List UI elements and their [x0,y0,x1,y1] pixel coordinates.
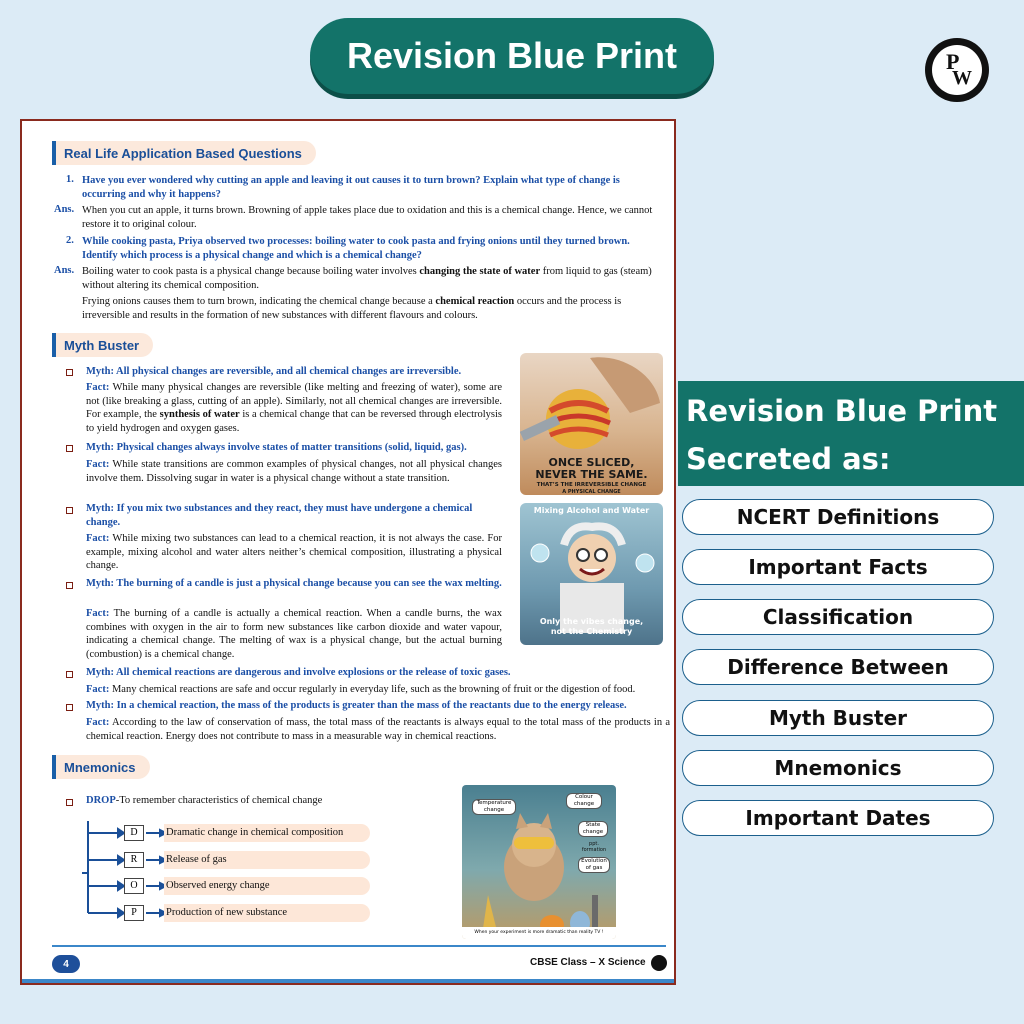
scientist-caption-top: Mixing Alcohol and Water [533,506,650,515]
scientist-cat-image [462,785,616,939]
fact1-label: Fact: [86,382,110,393]
scientist-caption-2: not the Chemistry [550,627,633,636]
apple-caption-4: A PHYSICAL CHANGE [562,489,621,495]
ans2-post: from liquid to gas (steam) without altering its chemical composition. [82,266,652,291]
fact2-body: While state transitions are common examples of physical changes, not all physical changes involve them. Dissolving sugar in water is a physical change without a state transition. [86,459,503,484]
mnemonic-text-r: Release of gas [164,851,370,869]
myth1-bullet-icon [66,369,73,376]
sliced-apple-image [520,353,663,495]
fact5-body: Many chemical reactions are safe and occur regularly in everyday life, such as the browning of fruit or the digestion of food. [111,684,636,695]
ans1-text: When you cut an apple, it turns brown. Browning of apple takes place due to oxidation and this is a chemical change. Hence, we cannot restore it to original colour. [82,205,653,230]
q1-number: 1. [66,174,74,185]
q2-text: While cooking pasta, Priya observed two processes: boiling water to cook pasta and frying onions until they turned brown. Identify which process is a physical change and which is a chemical change? [82,236,630,261]
fact4-body: The burning of a candle is actually a chemical reaction. When a candle burns, the wax combines with oxygen in the air to form new substances like carbon dioxide and water vapour, indicating a chemical change. The melting of wax is a physical change, but the actual burning (combustion) is a chemical change. [86,608,502,660]
pill-ncert-definitions: NCERT Definitions [682,499,994,535]
fact5-text [86,683,670,697]
mnemonic-letter-p: P [124,905,144,921]
fact3-body: While mixing two substances can lead to a chemical reaction, it is not always the case. For example, mixing alcohol and water alters neither’s chemical composition, illustrating a physical change. [86,533,502,571]
pill-classification: Classification [682,599,994,635]
myth4-bullet-icon [66,582,73,589]
footer-pw-logo [651,955,667,971]
apple-caption-1: ONCE SLICED, [548,456,635,469]
fact2-label: Fact: [86,459,110,470]
pw-logo-w: W [952,67,972,89]
myth-buster-heading: Myth Buster [52,333,153,357]
myth5-text: Myth: All chemical reactions are dangerous and involve explosions or the release of toxic gases. [86,667,511,678]
mnemonic-text-p: Production of new substance [164,904,370,922]
mnemonic-letter-o: O [124,878,144,894]
pw-logo-mark [932,45,982,95]
drop-text [86,794,446,808]
myth3-bullet-icon [66,507,73,514]
ans2-bold: changing the state of water [419,266,541,277]
ans1-label: Ans. [54,204,75,215]
rla-heading: Real Life Application Based Questions [52,141,316,165]
fact6-label: Fact: [86,717,110,728]
ans2-pre: Boiling water to cook pasta is a physical change because boiling water involves [82,266,420,277]
pill-mnemonics: Mnemonics [682,750,994,786]
cat-label-state: State change [578,821,608,837]
fact1-bold: synthesis of water [159,409,240,420]
myth3-text: Myth: If you mix two substances and they react, they must have undergone a chemical change. [86,503,473,528]
panel-line-2: Secreted as: [686,442,891,476]
secreted-as-panel [678,381,1024,486]
apple-caption-2: NEVER THE SAME. [535,468,648,481]
fact1-post: is a chemical change that can be reversed through electrolysis to yield hydrogen and oxygen gases. [86,409,502,434]
fact6-text [86,716,670,743]
pill-myth-buster: Myth Buster [682,700,994,736]
footer-bar [22,979,676,985]
mnemonic-text-d: Dramatic change in chemical composition [164,824,370,842]
footer-divider [52,945,666,947]
fact6-body: According to the law of conservation of mass, the total mass of the reactants is always equal to the total mass of the products in a chemical reaction. Energy does not contribute to mass in a measurable way in chemical reactions. [86,717,670,742]
ans2b-bold: chemical reaction [435,296,515,307]
scientist-caption-1: Only the vibes change, [539,617,644,626]
fact4-label: Fact: [86,608,110,619]
pw-logo [925,38,989,102]
cat-label-gas: Evolution of gas [578,857,610,873]
revision-blue-print-banner: Revision Blue Print [310,18,714,94]
drop-bold: DROP [86,795,116,806]
myth6-bullet-icon [66,704,73,711]
cat-label-temp: Temperature change [472,799,516,815]
mnemonics-heading: Mnemonics [52,755,150,779]
fact3-label: Fact: [86,533,110,544]
fact3-text [86,532,502,573]
myth6-text: Myth: In a chemical reaction, the mass of the products is greater than the mass of the reactants due to the energy release. [86,700,627,711]
myth2-bullet-icon [66,445,73,452]
fact2-text [86,458,502,485]
myth2-text: Myth: Physical changes always involve states of matter transitions (solid, liquid, gas). [86,442,467,453]
page-number: 4 [52,955,80,973]
fact5-label: Fact: [86,684,110,695]
fact1-pre: While many physical changes are reversible (like melting and freezing of water), some are not (like breaking a glass, cutting of an apple). Similarly, not all chemical changes are irreversible. For example, the [86,382,502,420]
q2-number: 2. [66,235,74,246]
scientist-image [520,503,663,645]
ans2b-text [82,295,666,323]
pill-important-dates: Important Dates [682,800,994,836]
mnemonic-letter-r: R [124,852,144,868]
panel-line-1: Revision Blue Print [686,394,998,428]
ans2-label: Ans. [54,265,75,276]
drop-rest: -To remember characteristics of chemical change [115,795,323,806]
myth1-text: Myth: All physical changes are reversible, and all chemical changes are irreversible. [86,366,462,377]
myth5-bullet-icon [66,671,73,678]
ans2-text [82,265,666,293]
mnemonic-text-o: Observed energy change [164,877,370,895]
fact4-text [86,607,502,661]
cat-caption: When your experiment is more dramatic than reality TV ! [462,927,616,939]
pill-difference-between: Difference Between [682,649,994,685]
q1-text: Have you ever wondered why cutting an apple and leaving it out causes it to turn brown? Explain what type of change is occurring and why it happens? [82,175,620,200]
fact1-text [86,381,502,435]
myth4-text: Myth: The burning of a candle is just a physical change because you can see the wax melting. [86,578,502,589]
drop-bullet-icon [66,799,73,806]
pw-logo-p: P [946,49,960,74]
cat-label-colour: Colour change [566,793,602,809]
pill-important-facts: Important Facts [682,549,994,585]
mnemonic-letter-d: D [124,825,144,841]
cat-label-ppt: ppt. formation [581,841,607,853]
apple-caption-3: THAT’S THE IRREVERSIBLE CHANGE [536,482,647,488]
footer-title: CBSE Class – X Science [530,957,646,968]
ans2b-post: occurs and the process is irreversible and results in the formation of new substances with different flavours and colours. [82,296,622,321]
ans2b-pre: Frying onions causes them to turn brown, indicating the chemical change because a [82,296,436,307]
document-page [20,119,676,985]
